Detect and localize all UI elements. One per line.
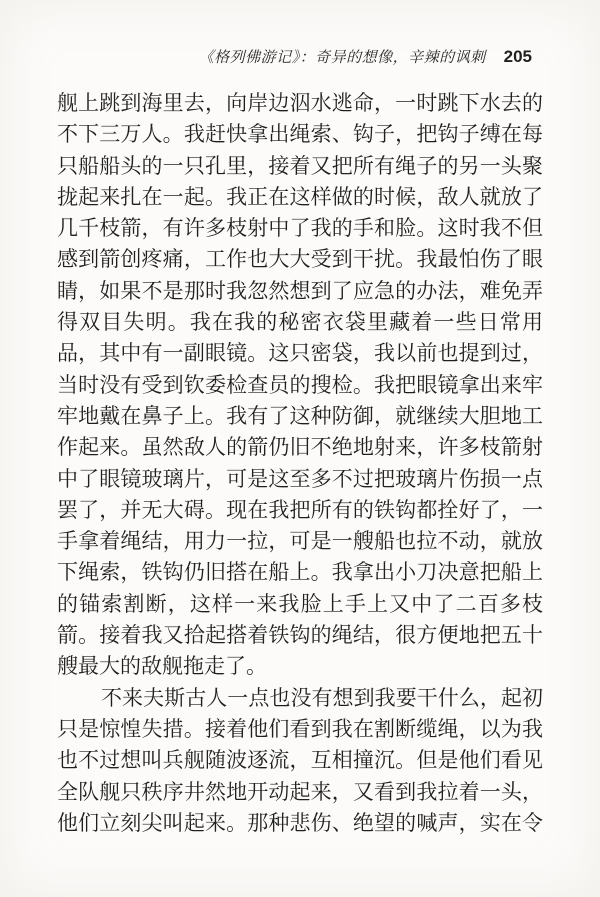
body-text-line: 牢地戴在鼻子上。我有了这种防御，就继续大胆地工 — [57, 403, 543, 428]
body-text-line: 罢了，并无大碍。现在我把所有的铁钩都拴好了，一 — [57, 497, 543, 522]
body-text-line: 只船船头的一只孔里，接着又把所有绳子的另一头聚 — [57, 153, 543, 178]
body-text-line: 手拿着绳结，用力一拉，可是一艘船也拉不动，就放 — [57, 529, 543, 554]
body-text-line: 不下三万人。我赶快拿出绳索、钩子，把钩子缚在每 — [57, 122, 543, 147]
page-number: 205 — [503, 47, 532, 66]
body-text-line: 作起来。虽然敌人的箭仍旧不绝地射来，许多枝箭射 — [57, 435, 543, 460]
body-text-line: 也不过想叫兵舰随波逐流，互相撞沉。但是他们看见 — [57, 748, 543, 773]
body-text-line: 睛，如果不是那时我忽然想到了应急的办法，难免弄 — [57, 278, 543, 303]
body-text-line: 几千枝箭，有许多枝射中了我的手和脸。这时我不但 — [57, 216, 543, 241]
body-text-line: 不来夫斯古人一点也没有想到我要干什么，起初 — [101, 685, 543, 710]
body-text-line: 中了眼镜玻璃片，可是这至多不过把玻璃片伤损一点 — [57, 466, 543, 491]
body-text-line: 艘最大的敌舰拖走了。 — [57, 654, 267, 679]
body-text — [57, 88, 543, 839]
body-text-line: 品，其中有一副眼镜。这只密袋，我以前也提到过， — [57, 341, 543, 366]
body-text-line: 他们立刻尖叫起来。那种悲伤、绝望的喊声，实在令 — [57, 810, 543, 835]
body-text-line: 得双目失明。我在我的秘密衣袋里藏着一些日常用 — [57, 310, 543, 335]
body-text-line: 只是惊惶失措。接着他们看到我在割断缆绳，以为我 — [57, 716, 543, 741]
page-header — [57, 46, 543, 67]
body-text-line: 下绳索，铁钩仍旧搭在船上。我拿出小刀决意把船上 — [57, 560, 543, 585]
body-text-line: 感到箭创疼痛，工作也大大受到干扰。我最怕伤了眼 — [57, 247, 543, 272]
body-text-line: 当时没有受到钦委检查员的搜检。我把眼镜拿出来牢 — [57, 372, 543, 397]
body-text-line: 箭。接着我又拾起搭着铁钩的绳结，很方便地把五十 — [57, 623, 543, 648]
body-text-line: 舰上跳到海里去，向岸边泅水逃命，一时跳下水去的 — [57, 91, 543, 115]
body-text-line: 拢起来扎在一起。我正在这样做的时候，敌人就放了 — [57, 184, 543, 209]
running-head-title: 《格列佛游记》：奇异的想像，辛辣的讽刺 — [198, 50, 486, 66]
body-text-line: 全队舰只秩序井然地开动起来，又看到我拉着一头， — [57, 779, 543, 804]
body-text-line: 的锚索割断，这样一来我脸上手上又中了二百多枝 — [57, 591, 543, 616]
